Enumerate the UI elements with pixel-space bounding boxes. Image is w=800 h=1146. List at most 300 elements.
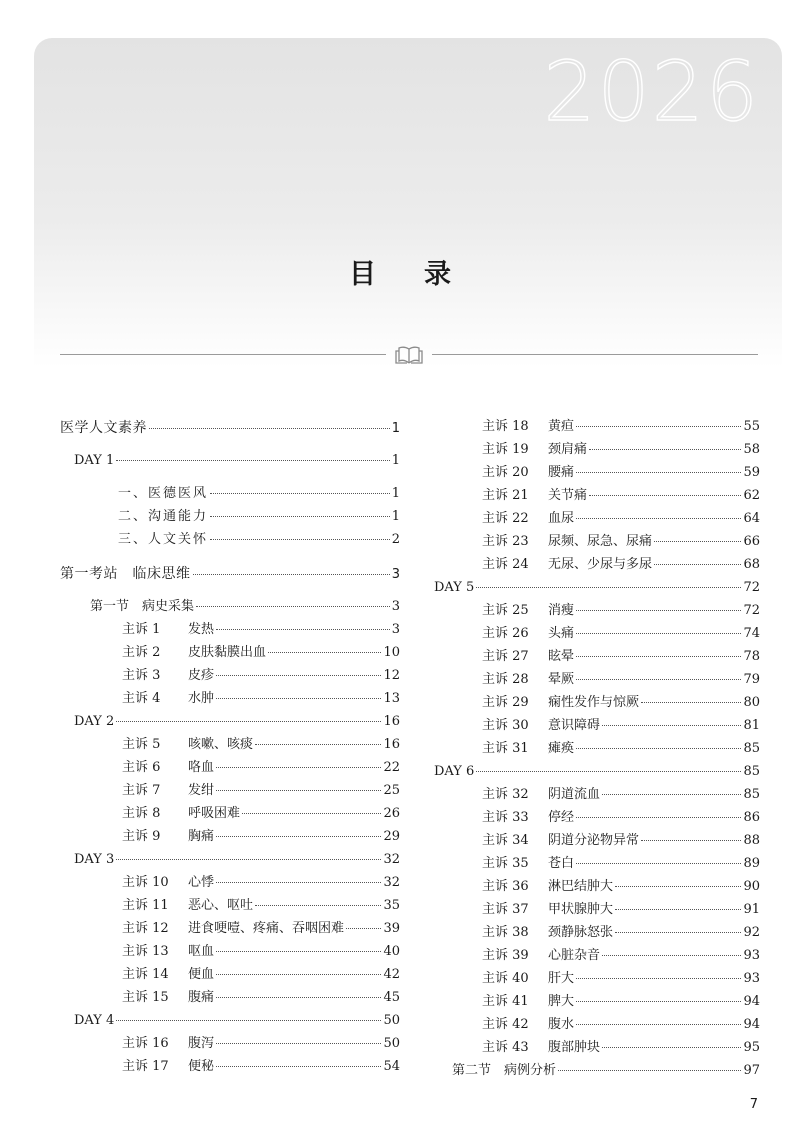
- toc-entry-label: [482, 737, 574, 760]
- toc-complaint-number: 主诉 10: [122, 875, 169, 890]
- toc-complaint-entry[interactable]: [60, 618, 400, 641]
- toc-entry-text: 关节痛: [548, 488, 588, 503]
- dot-leader: [602, 954, 741, 956]
- toc-entry-text: 胸痛: [188, 829, 215, 844]
- toc-entry-label: [74, 1009, 114, 1032]
- toc-entry-text: 颈静脉怒张: [548, 925, 614, 940]
- toc-complaint-number: 主诉 16: [122, 1036, 169, 1051]
- dot-leader: [242, 812, 381, 814]
- toc-entry-label: [122, 779, 214, 802]
- toc-entry-label: [122, 664, 214, 687]
- toc-complaint-entry[interactable]: [434, 415, 760, 438]
- page-title: 目录: [349, 259, 499, 290]
- toc-entry-label: [122, 1055, 214, 1078]
- divider-line-right: [432, 354, 758, 355]
- toc-entry-label: [482, 530, 652, 553]
- title-divider: [60, 344, 758, 366]
- dot-leader: [576, 632, 741, 634]
- toc-page-number: 78: [743, 649, 760, 664]
- toc-entry-text: 腰痛: [548, 465, 575, 480]
- toc-complaint-number: 主诉 24: [482, 557, 529, 572]
- toc-day-entry[interactable]: [434, 760, 760, 783]
- dot-leader: [216, 1065, 381, 1067]
- toc-entry-text: 心脏杂音: [548, 948, 601, 963]
- toc-complaint-number: 主诉 30: [482, 718, 529, 733]
- toc-entry-label: [482, 415, 574, 438]
- toc-entry-text: 血尿: [548, 511, 575, 526]
- toc-day-entry[interactable]: [60, 449, 400, 472]
- toc-entry-label: [122, 871, 214, 894]
- toc-complaint-entry[interactable]: [434, 829, 760, 852]
- toc-entry-text: 第一节 病史采集: [90, 599, 195, 614]
- dot-leader: [116, 459, 389, 461]
- toc-entry-text: DAY 5: [434, 580, 475, 595]
- dot-leader: [615, 885, 741, 887]
- divider-line-left: [60, 354, 386, 355]
- dot-leader: [149, 427, 390, 429]
- toc-entry-label: [482, 461, 574, 484]
- dot-leader: [576, 678, 741, 680]
- dot-leader: [576, 1023, 741, 1025]
- toc-entry-text: 尿频、尿急、尿痛: [548, 534, 653, 549]
- toc-complaint-number: 主诉 25: [482, 603, 529, 618]
- toc-entry-text: 脾大: [548, 994, 575, 1009]
- toc-complaint-entry[interactable]: [434, 553, 760, 576]
- toc-entry-label: [90, 595, 194, 618]
- toc-entry-label: [482, 944, 600, 967]
- toc-entry-text: DAY 1: [74, 453, 115, 468]
- toc-entry-text: 苍白: [548, 856, 575, 871]
- toc-entry-label: [122, 894, 253, 917]
- toc-complaint-number: 主诉 19: [482, 442, 529, 457]
- toc-complaint-entry[interactable]: [434, 530, 760, 553]
- toc-complaint-number: 主诉 11: [122, 898, 169, 913]
- toc-page-number: 91: [743, 902, 760, 917]
- toc-complaint-entry[interactable]: [60, 963, 400, 986]
- header-band: [34, 38, 782, 368]
- dot-leader: [576, 977, 741, 979]
- toc-entry-label: [122, 1032, 214, 1055]
- toc-entry-label: [482, 852, 574, 875]
- toc-day-entry[interactable]: [60, 710, 400, 733]
- toc-entry-label: [60, 415, 147, 441]
- toc-page-number: 94: [743, 1017, 760, 1032]
- toc-page-number: 54: [383, 1059, 400, 1074]
- toc-entry-label: [482, 622, 574, 645]
- toc-complaint-number: 主诉 36: [482, 879, 529, 894]
- dot-leader: [576, 747, 741, 749]
- toc-entry-text: 黄疸: [548, 419, 575, 434]
- toc-entry-label: [482, 599, 574, 622]
- toc-complaint-number: 主诉 29: [482, 695, 529, 710]
- toc-complaint-number: 主诉 38: [482, 925, 529, 940]
- toc-page-number: 59: [743, 465, 760, 480]
- toc-complaint-entry[interactable]: [60, 733, 400, 756]
- toc-complaint-entry[interactable]: [434, 875, 760, 898]
- dot-leader: [216, 697, 381, 699]
- toc-complaint-number: 主诉 1: [122, 622, 161, 637]
- toc-entry-text: DAY 6: [434, 764, 475, 779]
- toc-entry-text: 颈肩痛: [548, 442, 588, 457]
- dot-leader: [216, 1042, 381, 1044]
- toc-complaint-number: 主诉 12: [122, 921, 169, 936]
- dot-leader: [602, 1046, 741, 1048]
- toc-entry-label: [122, 641, 266, 664]
- toc-page-number: 12: [383, 668, 400, 683]
- toc-complaint-entry[interactable]: [434, 507, 760, 530]
- dot-leader: [216, 996, 381, 998]
- dot-leader: [255, 743, 381, 745]
- toc-entry-label: [122, 986, 214, 1009]
- toc-entry-text: 头痛: [548, 626, 575, 641]
- toc-complaint-entry[interactable]: [434, 599, 760, 622]
- toc-entry-text: DAY 4: [74, 1013, 115, 1028]
- toc-entry-label: [482, 783, 600, 806]
- dot-leader: [216, 628, 390, 630]
- toc-complaint-entry[interactable]: [434, 714, 760, 737]
- toc-page-number: 89: [743, 856, 760, 871]
- toc-complaint-number: 主诉 37: [482, 902, 529, 917]
- toc-complaint-number: 主诉 4: [122, 691, 161, 706]
- dot-leader: [476, 770, 741, 772]
- dot-leader: [116, 720, 381, 722]
- toc-page-number: 2: [391, 532, 400, 547]
- dot-leader: [116, 858, 381, 860]
- toc-complaint-number: 主诉 3: [122, 668, 161, 683]
- toc-page-number: 86: [743, 810, 760, 825]
- toc-page-number: 97: [743, 1063, 760, 1078]
- dot-leader: [654, 540, 741, 542]
- toc-complaint-entry[interactable]: [434, 852, 760, 875]
- toc-page-number: 88: [743, 833, 760, 848]
- dot-leader: [255, 904, 381, 906]
- dot-leader: [576, 471, 741, 473]
- toc-page-number: 50: [383, 1013, 400, 1028]
- toc-page-number: 32: [383, 852, 400, 867]
- toc-complaint-entry[interactable]: [434, 898, 760, 921]
- toc-sub-entry[interactable]: [60, 482, 400, 505]
- dot-leader: [576, 425, 741, 427]
- toc-complaint-number: 主诉 17: [122, 1059, 169, 1074]
- toc-complaint-entry[interactable]: [434, 1013, 760, 1036]
- toc-complaint-entry[interactable]: [434, 737, 760, 760]
- toc-entry-text: 阴道流血: [548, 787, 601, 802]
- toc-complaint-entry[interactable]: [434, 484, 760, 507]
- dot-leader: [576, 609, 741, 611]
- toc-complaint-number: 主诉 40: [482, 971, 529, 986]
- toc-page-number: 39: [383, 921, 400, 936]
- toc-entry-text: 无尿、少尿与多尿: [548, 557, 653, 572]
- toc-complaint-entry[interactable]: [434, 645, 760, 668]
- toc-complaint-entry[interactable]: [60, 871, 400, 894]
- dot-leader: [576, 862, 741, 864]
- toc-entry-text: 晕厥: [548, 672, 575, 687]
- toc-complaint-entry[interactable]: [434, 783, 760, 806]
- dot-leader: [216, 766, 381, 768]
- dot-leader: [210, 492, 390, 494]
- toc-complaint-entry[interactable]: [60, 779, 400, 802]
- dot-leader: [476, 586, 741, 588]
- dot-leader: [602, 724, 741, 726]
- toc-page-number: 62: [743, 488, 760, 503]
- page-number: 7: [749, 1097, 758, 1112]
- toc-page-number: 80: [743, 695, 760, 710]
- toc-complaint-number: 主诉 15: [122, 990, 169, 1005]
- toc-entry-label: [482, 806, 574, 829]
- toc-page-number: 22: [383, 760, 400, 775]
- toc-entry-label: [122, 756, 214, 779]
- dot-leader: [654, 563, 741, 565]
- toc-complaint-entry[interactable]: [434, 622, 760, 645]
- toc-complaint-number: 主诉 8: [122, 806, 161, 821]
- dot-leader: [589, 494, 741, 496]
- toc-complaint-number: 主诉 27: [482, 649, 529, 664]
- toc-entry-text: 消瘦: [548, 603, 575, 618]
- toc-complaint-number: 主诉 13: [122, 944, 169, 959]
- toc-right-column: [434, 415, 760, 1082]
- toc-entry-label: [122, 733, 253, 756]
- toc-entry-label: [482, 507, 574, 530]
- toc-complaint-entry[interactable]: [434, 668, 760, 691]
- toc-complaint-number: 主诉 5: [122, 737, 161, 752]
- dot-leader: [615, 931, 741, 933]
- toc-complaint-entry[interactable]: [60, 756, 400, 779]
- toc-page-number: 16: [383, 737, 400, 752]
- toc-entry-text: 痫性发作与惊厥: [548, 695, 640, 710]
- toc-entry-label: [482, 438, 587, 461]
- toc-complaint-entry[interactable]: [434, 438, 760, 461]
- toc-entry-label: [452, 1059, 556, 1082]
- toc-page-number: 13: [383, 691, 400, 706]
- toc-complaint-entry[interactable]: [60, 664, 400, 687]
- dot-leader: [210, 538, 390, 540]
- toc-complaint-number: 主诉 42: [482, 1017, 529, 1032]
- dot-leader: [576, 1000, 741, 1002]
- dot-leader: [268, 651, 381, 653]
- toc-complaint-number: 主诉 2: [122, 645, 161, 660]
- toc-entry-text: 发热: [188, 622, 215, 637]
- year-watermark: 2026: [543, 45, 760, 140]
- toc-entry-label: [482, 990, 574, 1013]
- toc-entry-label: [122, 687, 214, 710]
- toc-entry-label: [118, 505, 208, 528]
- toc-page-number: 81: [743, 718, 760, 733]
- toc-complaint-number: 主诉 20: [482, 465, 529, 480]
- toc-entry-text: 进食哽噎、疼痛、吞咽困难: [188, 921, 345, 936]
- dot-leader: [216, 835, 381, 837]
- toc-entry-text: 第一考站 临床思维: [60, 566, 191, 582]
- toc-complaint-entry[interactable]: [60, 825, 400, 848]
- toc-sec-entry[interactable]: [60, 595, 400, 618]
- toc-entry-label: [60, 561, 191, 587]
- toc-entry-label: [482, 553, 652, 576]
- toc-complaint-number: 主诉 7: [122, 783, 161, 798]
- toc-entry-label: [122, 618, 214, 641]
- toc-entry-text: 腹泻: [188, 1036, 215, 1051]
- toc-entry-text: 医学人文素养: [60, 420, 147, 436]
- toc-complaint-number: 主诉 18: [482, 419, 529, 434]
- toc-entry-text: 淋巴结肿大: [548, 879, 614, 894]
- toc-entry-label: [482, 691, 639, 714]
- toc-entry-label: [482, 875, 613, 898]
- toc-top-entry[interactable]: [60, 415, 400, 441]
- toc-complaint-entry[interactable]: [434, 691, 760, 714]
- toc-entry-text: 瘫痪: [548, 741, 575, 756]
- toc-entry-text: 心悸: [188, 875, 215, 890]
- toc-page-number: 93: [743, 948, 760, 963]
- dot-leader: [116, 1019, 381, 1021]
- dot-leader: [346, 927, 381, 929]
- toc-entry-text: 恶心、呕吐: [188, 898, 254, 913]
- toc-complaint-number: 主诉 28: [482, 672, 529, 687]
- toc-entry-text: 咯血: [188, 760, 215, 775]
- toc-page-number: 10: [383, 645, 400, 660]
- toc-page-number: 1: [391, 486, 400, 501]
- toc-complaint-number: 主诉 21: [482, 488, 529, 503]
- toc-complaint-entry[interactable]: [434, 806, 760, 829]
- dot-leader: [576, 655, 741, 657]
- toc-entry-label: [74, 449, 114, 472]
- toc-complaint-entry[interactable]: [60, 917, 400, 940]
- toc-page-number: 55: [743, 419, 760, 434]
- dot-leader: [576, 816, 741, 818]
- toc-complaint-number: 主诉 6: [122, 760, 161, 775]
- toc-complaint-number: 主诉 33: [482, 810, 529, 825]
- toc-entry-text: 意识障碍: [548, 718, 601, 733]
- toc-entry-label: [74, 710, 114, 733]
- toc-sub-entry[interactable]: [60, 528, 400, 551]
- dot-leader: [216, 950, 381, 952]
- toc-day-entry[interactable]: [60, 848, 400, 871]
- toc-entry-text: 腹水: [548, 1017, 575, 1032]
- toc-page-number: 35: [383, 898, 400, 913]
- dot-leader: [216, 973, 381, 975]
- toc-complaint-entry[interactable]: [434, 461, 760, 484]
- toc-entry-label: [122, 940, 214, 963]
- toc-entry-text: 腹部肿块: [548, 1040, 601, 1055]
- toc-entry-label: [482, 1013, 574, 1036]
- toc-entry-text: 便血: [188, 967, 215, 982]
- toc-page-number: 26: [383, 806, 400, 821]
- toc-page-number: 85: [743, 787, 760, 802]
- toc-entry-text: 第二节 病例分析: [452, 1063, 557, 1078]
- toc-complaint-number: 主诉 23: [482, 534, 529, 549]
- toc-entry-text: 水肿: [188, 691, 215, 706]
- toc-entry-text: 眩晕: [548, 649, 575, 664]
- toc-complaint-number: 主诉 31: [482, 741, 529, 756]
- dot-leader: [216, 674, 381, 676]
- toc-page-number: 25: [383, 783, 400, 798]
- toc-complaint-entry[interactable]: [60, 1055, 400, 1078]
- toc-entry-label: [122, 917, 344, 940]
- toc-page-number: 29: [383, 829, 400, 844]
- toc-day-entry[interactable]: [60, 1009, 400, 1032]
- toc-entry-label: [482, 714, 600, 737]
- toc-sec-entry[interactable]: [434, 1059, 760, 1082]
- toc-page-number: 32: [383, 875, 400, 890]
- toc-page-number: 40: [383, 944, 400, 959]
- toc-entry-label: [118, 528, 208, 551]
- toc-page-number: 3: [391, 567, 400, 582]
- toc-day-entry[interactable]: [434, 576, 760, 599]
- toc-page-number: 1: [391, 421, 400, 436]
- toc-complaint-entry[interactable]: [434, 990, 760, 1013]
- toc-left-column: [60, 415, 400, 1078]
- toc-page-number: 72: [743, 580, 760, 595]
- dot-leader: [615, 908, 741, 910]
- toc-entry-label: [482, 1036, 600, 1059]
- toc-complaint-entry[interactable]: [434, 944, 760, 967]
- open-book-icon: [394, 344, 424, 366]
- toc-complaint-number: 主诉 43: [482, 1040, 529, 1055]
- toc-complaint-entry[interactable]: [434, 967, 760, 990]
- toc-entry-label: [482, 898, 613, 921]
- toc-complaint-entry[interactable]: [60, 1032, 400, 1055]
- toc-page-number: 1: [391, 453, 400, 468]
- toc-entry-text: 阴道分泌物异常: [548, 833, 640, 848]
- toc-complaint-number: 主诉 35: [482, 856, 529, 871]
- toc-complaint-entry[interactable]: [60, 802, 400, 825]
- toc-complaint-number: 主诉 26: [482, 626, 529, 641]
- toc-complaint-number: 主诉 14: [122, 967, 169, 982]
- toc-complaint-entry[interactable]: [434, 921, 760, 944]
- toc-entry-text: 皮肤黏膜出血: [188, 645, 267, 660]
- toc-page-number: 90: [743, 879, 760, 894]
- toc-complaint-entry[interactable]: [60, 894, 400, 917]
- toc-complaint-number: 主诉 22: [482, 511, 529, 526]
- toc-complaint-number: 主诉 41: [482, 994, 529, 1009]
- dot-leader: [576, 517, 741, 519]
- toc-entry-text: 便秘: [188, 1059, 215, 1074]
- toc-entry-text: 呼吸困难: [188, 806, 241, 821]
- toc-complaint-number: 主诉 39: [482, 948, 529, 963]
- toc-entry-text: 皮疹: [188, 668, 215, 683]
- toc-complaint-entry[interactable]: [60, 940, 400, 963]
- dot-leader: [210, 515, 390, 517]
- toc-complaint-number: 主诉 9: [122, 829, 161, 844]
- toc-complaint-entry[interactable]: [60, 641, 400, 664]
- toc-page-number: 64: [743, 511, 760, 526]
- toc-page-number: 68: [743, 557, 760, 572]
- toc-entry-label: [482, 967, 574, 990]
- toc-complaint-entry[interactable]: [60, 687, 400, 710]
- toc-page-number: 85: [743, 741, 760, 756]
- toc-entry-label: [122, 825, 214, 848]
- toc-page-number: 79: [743, 672, 760, 687]
- toc-complaint-entry[interactable]: [434, 1036, 760, 1059]
- toc-page-number: 92: [743, 925, 760, 940]
- toc-entry-label: [122, 963, 214, 986]
- toc-entry-text: 呕血: [188, 944, 215, 959]
- toc-entry-text: 发绀: [188, 783, 215, 798]
- toc-entry-text: 停经: [548, 810, 575, 825]
- toc-entry-text: 一、医德医风: [118, 486, 209, 501]
- toc-entry-label: [122, 802, 240, 825]
- toc-entry-text: 甲状腺肿大: [548, 902, 614, 917]
- toc-page-number: 72: [743, 603, 760, 618]
- toc-entry-label: [434, 576, 474, 599]
- dot-leader: [196, 605, 390, 607]
- toc-complaint-entry[interactable]: [60, 986, 400, 1009]
- toc-complaint-number: 主诉 32: [482, 787, 529, 802]
- dot-leader: [641, 701, 741, 703]
- toc-page-number: 58: [743, 442, 760, 457]
- toc-entry-label: [482, 645, 574, 668]
- toc-entry-label: [74, 848, 114, 871]
- toc-entry-label: [482, 668, 574, 691]
- toc-sub-entry[interactable]: [60, 505, 400, 528]
- toc-top-entry[interactable]: [60, 561, 400, 587]
